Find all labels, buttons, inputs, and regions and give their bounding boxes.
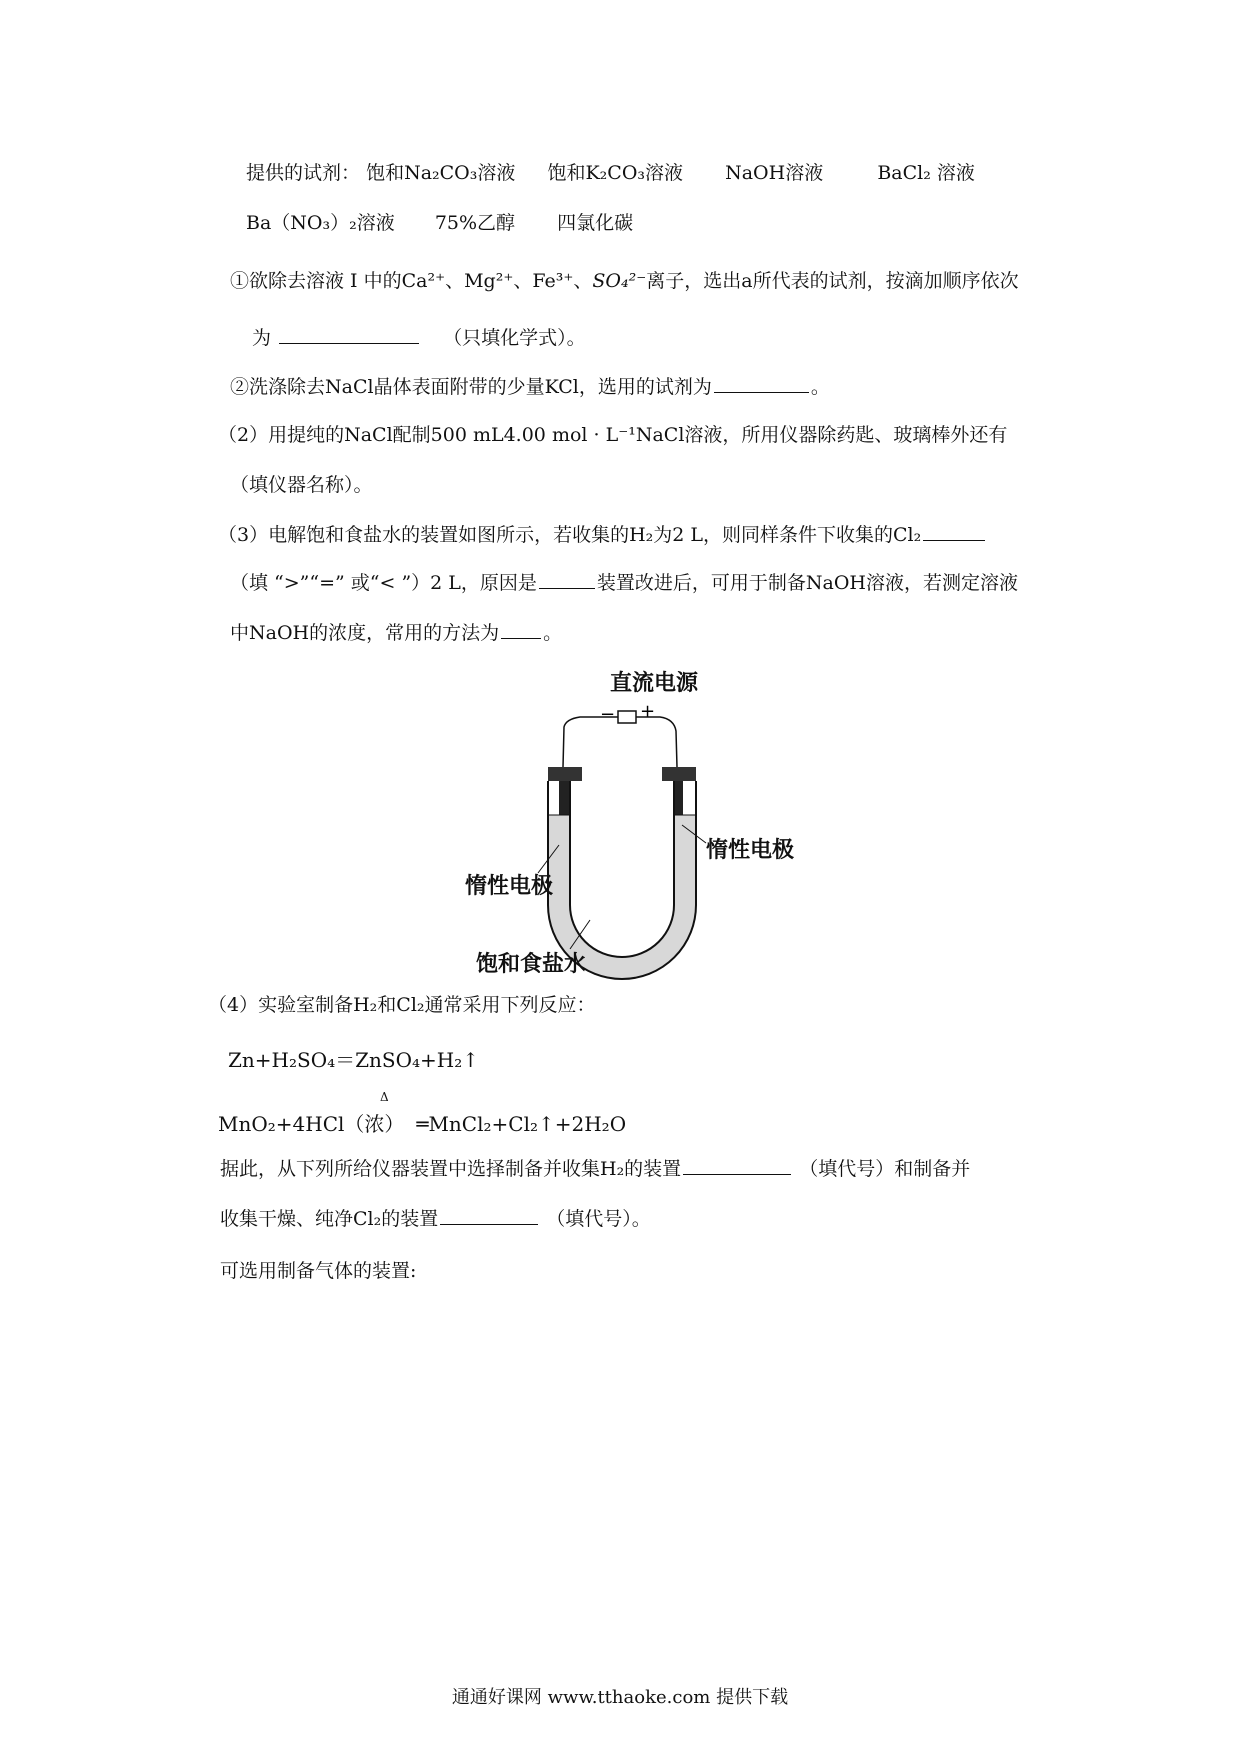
q1-wash-text: ②洗涤除去NaCl晶体表面附带的少量KCl，选用的试剂为 (230, 376, 712, 398)
answer-blank-h2-apparatus[interactable] (683, 1156, 791, 1175)
q4-line-1 (220, 1156, 970, 1182)
reagent-ethanol: 75%乙醇 (434, 212, 516, 234)
q4-text-c: 收集干燥、纯净Cl₂的装置 (220, 1208, 439, 1230)
reagents-line-2 (246, 210, 633, 236)
answer-blank-cl2-apparatus[interactable] (440, 1206, 538, 1225)
page-footer: 通通好课网 www.tthaoke.com 提供下载 (451, 1687, 789, 1708)
answer-blank-reason[interactable] (539, 570, 595, 589)
q4-text-a: 据此，从下列所给仪器装置中选择制备并收集H₂的装置 (220, 1158, 682, 1180)
q4-text-b: （填代号）和制备并 (799, 1158, 971, 1180)
q3-text-b: （填 “>”“=” 或“< ”）2 L，原因是 (230, 572, 537, 594)
equation-mno2-left: MnO₂+4HCl（浓） (218, 1112, 405, 1136)
equation-zinc: Zn+H₂SO₄＝ZnSO₄+H₂↑ (228, 1048, 479, 1072)
q3-text-a: （3）电解饱和食盐水的装置如图所示，若收集的H₂为2 L，则同样条件下收集的Cl₂ (218, 524, 922, 546)
q1-wei: 为 (252, 327, 272, 349)
q1-text-a: ①欲除去溶液 I 中的Ca²⁺、Mg²⁺、Fe³⁺、 (230, 270, 593, 292)
reagent-bacl2: BaCl₂ 溶液 (877, 162, 975, 184)
q2-line-1: （2）用提纯的NaCl配制500 mL4.00 mol · L⁻¹NaCl溶液，所用仪器除药匙、玻璃棒外还有 (218, 424, 1008, 446)
sulfate-ion: SO₄²⁻ (592, 270, 647, 292)
q2-line-2: （填仪器名称）。 (230, 474, 373, 496)
reagent-bano3: Ba（NO₃）₂溶液 (246, 212, 395, 234)
label-saline: 饱和食盐水 (476, 952, 587, 977)
q3-line-3 (230, 620, 562, 646)
reagent-na2co3: 饱和Na₂CO₃溶液 (366, 162, 516, 184)
q3-text-e: 。 (543, 622, 563, 644)
electrolysis-diagram (460, 665, 820, 985)
reagents-intro: 提供的试剂： (246, 162, 361, 184)
power-source-label: 直流电源 (610, 671, 699, 696)
reagent-k2co3: 饱和K₂CO₃溶液 (547, 162, 684, 184)
equation-mno2-right: ═MnCl₂+Cl₂↑+2H₂O (416, 1112, 627, 1136)
answer-blank-method[interactable] (501, 620, 541, 639)
wire-right (636, 717, 677, 767)
stopper-left (548, 767, 582, 781)
stopper-right (662, 767, 696, 781)
reagents-line-1 (246, 160, 975, 186)
q3-text-d: 中NaOH的浓度，常用的方法为 (230, 622, 500, 644)
q1-line-2 (252, 325, 586, 351)
u-tube-inner (570, 781, 674, 957)
answer-blank-wash-reagent[interactable] (714, 374, 809, 393)
q1-text-b: 离子，选出a所代表的试剂，按滴加顺序依次 (646, 270, 1019, 292)
q3-text-c: 装置改进后，可用于制备NaOH溶液，若测定溶液 (596, 572, 1019, 594)
label-left-electrode: 惰性电极 (465, 874, 554, 899)
label-right-electrode: 惰性电极 (706, 838, 795, 863)
plus-sign: + (640, 701, 656, 722)
q4-line-3: 可选用制备气体的装置: (220, 1260, 417, 1282)
q4-text-d: （填代号）。 (546, 1208, 651, 1230)
reagent-ccl4: 四氯化碳 (557, 212, 634, 234)
q1-line-3 (230, 374, 830, 400)
q1-note: （只填化学式）。 (443, 327, 586, 349)
minus-sign: − (600, 704, 616, 725)
q3-line-2 (230, 570, 1018, 596)
answer-blank-reagent-order[interactable] (279, 325, 419, 344)
q1-wash-end: 。 (810, 376, 830, 398)
reagent-naoh: NaOH溶液 (725, 162, 824, 184)
heat-symbol: Δ (380, 1090, 389, 1104)
q4-intro: （4）实验室制备H₂和Cl₂通常采用下列反应： (208, 994, 596, 1016)
equation-mno2 (218, 1108, 626, 1137)
power-source-box (618, 711, 636, 723)
q1-line-1 (230, 268, 1019, 294)
q3-line-1 (218, 522, 987, 548)
answer-blank-cl2-compare[interactable] (923, 522, 985, 541)
q4-line-2 (220, 1206, 651, 1232)
